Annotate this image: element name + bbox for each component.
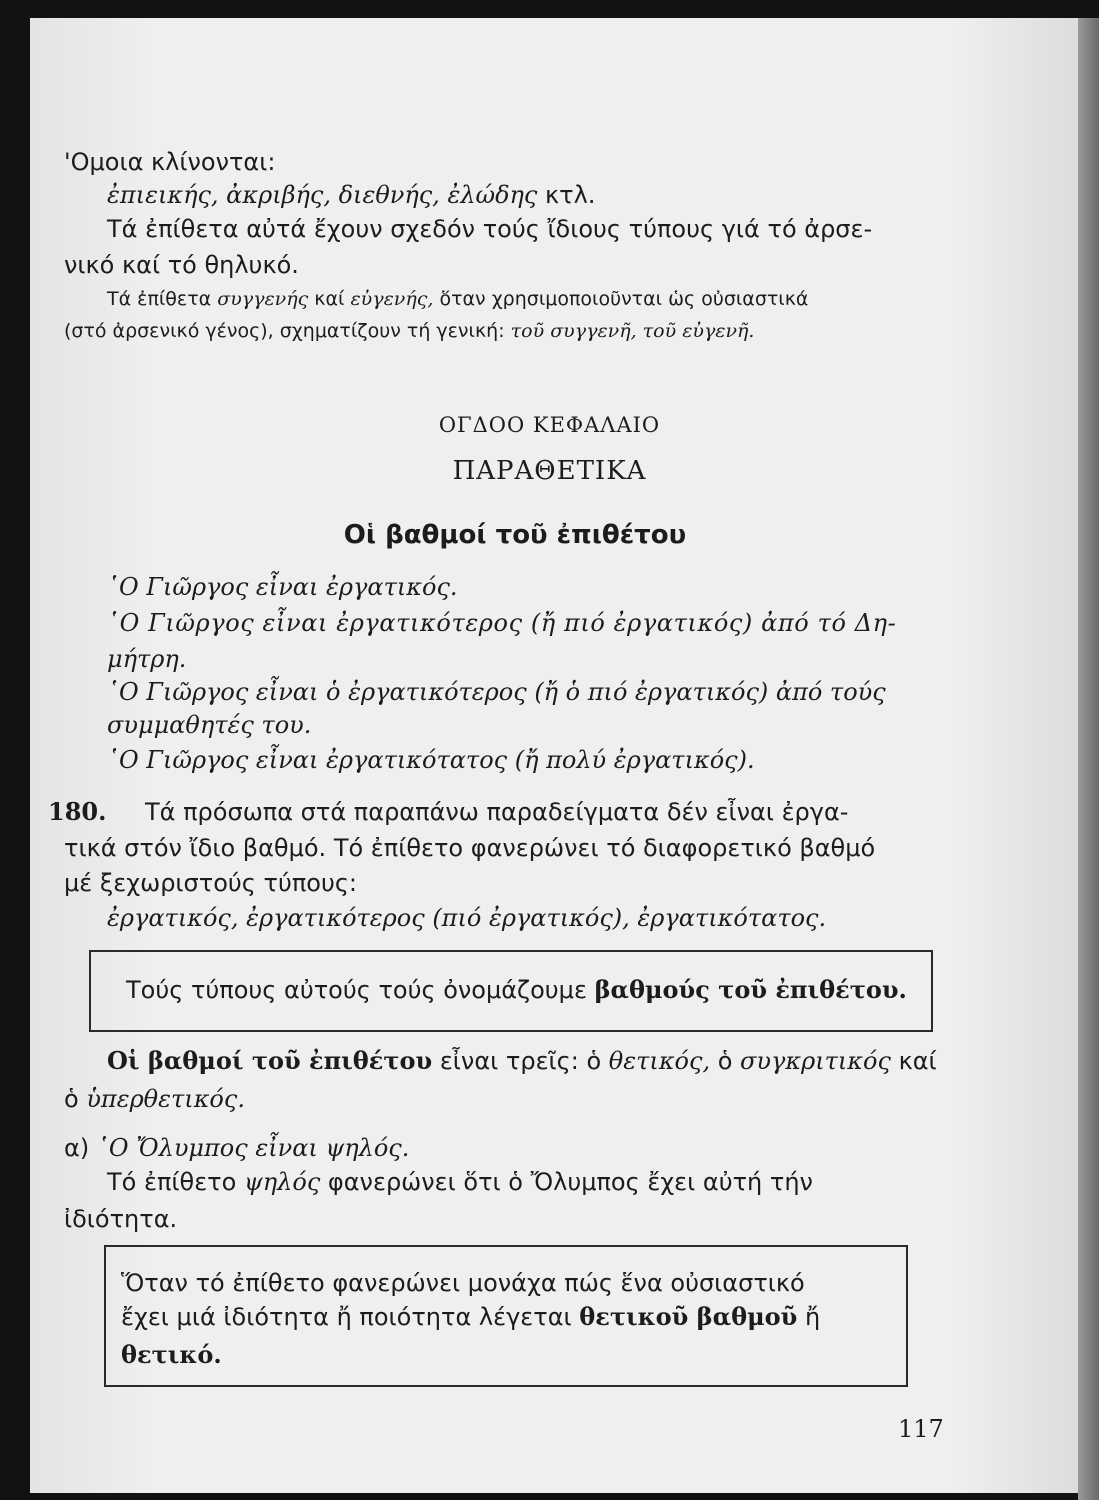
degrees-text: ὁ xyxy=(717,1047,733,1075)
page-number: 117 xyxy=(898,1415,944,1443)
degrees-text: ὁ xyxy=(64,1085,79,1113)
definition-bold: βαθμούς τοῦ ἐπιθέτου. xyxy=(594,975,907,1004)
note-line xyxy=(107,284,808,314)
text-line: νικό καί τό θηλυκό. xyxy=(64,251,299,279)
text-line: 'Ομοια κλίνονται: xyxy=(64,148,276,176)
text-line xyxy=(64,1133,409,1163)
word-list-words: ἐπιεικής, ἀκριβής, διεθνής, ἐλώδης xyxy=(107,181,538,209)
page-edge xyxy=(1078,18,1099,1500)
degrees-italic: ὑπερθετικός. xyxy=(86,1085,245,1113)
text-line: τικά στόν ἴδιο βαθμό. Τό ἐπίθετο φανερώνει τό διαφορετικό βαθμό xyxy=(64,834,876,862)
note-text: Τά ἐπίθετα xyxy=(107,288,212,310)
text-line xyxy=(107,1167,813,1197)
definition-text xyxy=(126,975,907,1005)
definition-bold: θετικοῦ βαθμοῦ xyxy=(579,1302,798,1331)
note-text: ὅταν χρησιμοποιοῦνται ὡς οὐσιαστικά xyxy=(439,288,809,310)
example-line: ἐργατικός, ἐργατικότερος (πιό ἐργατικός), ἐργατικότατος. xyxy=(107,904,827,932)
example-line: ῾Ο Γιῶργος εἶναι ὁ ἐργατικότερος (ἤ ὁ πιό ἐργατικός) ἀπό τούς xyxy=(107,678,886,706)
word-list xyxy=(107,180,595,210)
example-line: ῾Ο Γιῶργος εἶναι ἐργατικότατος (ἤ πολύ ἐργατικός). xyxy=(107,746,755,774)
text-line: Τά ἐπίθετα αὐτά ἔχουν σχεδόν τούς ἴδιους τύπους γιά τό ἀρσε- xyxy=(107,215,873,243)
note-italic: τοῦ συγγενῆ, τοῦ εὐγενῆ. xyxy=(510,320,755,342)
note-italic: συγγενής xyxy=(217,288,309,310)
note-text: (στό ἀρσενικό γένος), σχηματίζουν τή γενική: xyxy=(64,320,505,342)
degrees-text: καί xyxy=(898,1047,937,1075)
example-line: συμμαθητές του. xyxy=(107,711,312,739)
alpha-text: φανερώνει ὅτι ὁ Ὄλυμπος ἔχει αὐτή τήν xyxy=(327,1168,813,1196)
degrees-text: εἶναι τρεῖς: ὁ xyxy=(439,1047,602,1075)
definition-plain: ἔχει μιά ἰδιότητα ἤ ποιότητα λέγεται xyxy=(121,1303,572,1331)
text-line xyxy=(107,1046,937,1076)
text-line xyxy=(64,1084,245,1114)
degrees-bold: Οἱ βαθμοί τοῦ ἐπιθέτου xyxy=(107,1046,433,1075)
text-line: Τά πρόσωπα στά παραπάνω παραδείγματα δέν εἶναι ἐργα- xyxy=(145,798,849,826)
degrees-italic: συγκριτικός xyxy=(740,1047,891,1075)
example-line: ῾Ο Γιῶργος εἶναι ἐργατικότερος (ἤ πιό ἐργατικός) ἀπό τό Δη- xyxy=(107,609,897,637)
section-title: Οἱ βαθμοί τοῦ ἐπιθέτου xyxy=(343,520,687,550)
degrees-italic: θετικός, xyxy=(608,1047,711,1075)
alpha-label: α) xyxy=(64,1134,90,1162)
text-line: ἰδιότητα. xyxy=(64,1205,178,1233)
alpha-text: Τό ἐπίθετο xyxy=(107,1168,237,1196)
note-text: καί xyxy=(314,288,345,310)
chapter-title: ΠΑΡΑΘΕΤΙΚΑ xyxy=(452,456,647,486)
alpha-italic: ψηλός xyxy=(243,1168,321,1196)
definition-text xyxy=(121,1302,820,1332)
definition-bold: θετικό. xyxy=(121,1340,222,1369)
word-list-etc: κτλ. xyxy=(545,181,596,209)
example-line: μήτρη. xyxy=(107,645,187,673)
note-line xyxy=(64,316,754,346)
chapter-number: ΟΓΔΟΟ ΚΕΦΑΛΑΙΟ xyxy=(438,413,661,437)
definition-plain: ἤ xyxy=(804,1303,821,1331)
note-italic: εὐγενής, xyxy=(350,288,434,310)
example-line: ῾Ο Γιῶργος εἶναι ἐργατικός. xyxy=(107,573,458,601)
text-line: μέ ξεχωριστούς τύπους: xyxy=(64,869,358,897)
definition-plain: Τούς τύπους αὐτούς τούς ὀνομάζουμε xyxy=(126,976,587,1004)
definition-text: Ὅταν τό ἐπίθετο φανερώνει μονάχα πώς ἕνα οὐσιαστικό xyxy=(121,1269,805,1297)
paragraph-number: 180. xyxy=(48,797,107,826)
alpha-example: ῾Ο Ὄλυμπος εἶναι ψηλός. xyxy=(96,1134,410,1162)
